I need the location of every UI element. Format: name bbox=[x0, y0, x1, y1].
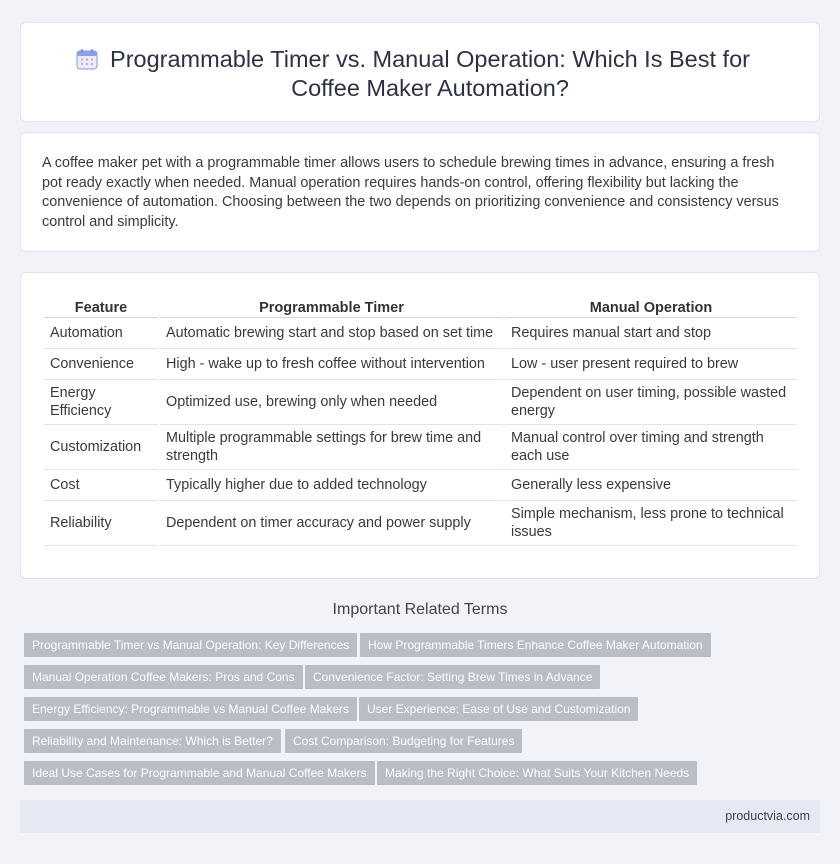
related-term-tag[interactable]: Ideal Use Cases for Programmable and Manual Coffee Makers bbox=[24, 761, 375, 785]
feature-cell: Automation bbox=[44, 318, 158, 349]
table-row bbox=[44, 470, 797, 501]
table-row bbox=[44, 349, 797, 380]
feature-cell: Reliability bbox=[44, 501, 158, 546]
comparison-table bbox=[42, 295, 799, 546]
related-term-tag[interactable]: Programmable Timer vs Manual Operation: Key Differences bbox=[24, 633, 357, 657]
related-terms-title: Important Related Terms bbox=[332, 601, 508, 618]
manual-cell: Generally less expensive bbox=[505, 470, 797, 501]
programmable-cell: Automatic brewing start and stop based on set time bbox=[160, 318, 503, 349]
feature-cell: Convenience bbox=[44, 349, 158, 380]
header-feature: Feature bbox=[44, 295, 158, 318]
programmable-cell: Typically higher due to added technology bbox=[160, 470, 503, 501]
table-row bbox=[44, 318, 797, 349]
page-title: Programmable Timer vs. Manual Operation: Which Is Best for Coffee Maker Automation? bbox=[110, 46, 750, 101]
programmable-cell: Multiple programmable settings for brew time and strength bbox=[160, 425, 503, 470]
manual-cell: Dependent on user timing, possible wasted energy bbox=[505, 380, 797, 425]
table-row bbox=[44, 425, 797, 470]
related-term-tag[interactable]: Reliability and Maintenance: Which is Better? bbox=[24, 729, 281, 753]
feature-cell: Cost bbox=[44, 470, 158, 501]
related-term-tag[interactable]: User Experience: Ease of Use and Customization bbox=[359, 697, 638, 721]
related-term-tag[interactable]: Convenience Factor: Setting Brew Times in Advance bbox=[305, 665, 600, 689]
related-term-tag[interactable]: How Programmable Timers Enhance Coffee Maker Automation bbox=[360, 633, 711, 657]
programmable-cell: Optimized use, brewing only when needed bbox=[160, 380, 503, 425]
header-programmable: Programmable Timer bbox=[160, 295, 503, 318]
feature-cell: Customization bbox=[44, 425, 158, 470]
manual-cell: Low - user present required to brew bbox=[505, 349, 797, 380]
table-row bbox=[44, 501, 797, 546]
footer bbox=[20, 800, 820, 833]
programmable-cell: Dependent on timer accuracy and power supply bbox=[160, 501, 503, 546]
manual-cell: Simple mechanism, less prone to technical issues bbox=[505, 501, 797, 546]
header-manual: Manual Operation bbox=[505, 295, 797, 318]
title-card bbox=[20, 22, 820, 122]
manual-cell: Requires manual start and stop bbox=[505, 318, 797, 349]
related-term-tag[interactable]: Manual Operation Coffee Makers: Pros and Cons bbox=[24, 665, 303, 689]
table-row bbox=[44, 380, 797, 425]
intro-paragraph: A coffee maker pet with a programmable timer allows users to schedule brewing times in advance, ensuring a fresh pot ready exactly when needed. Manual operation requires hands-on control, offering flexibility but lacking the convenience of automation. Choosing between the two depends on prioritizing convenience and consistency versus control and simplicity. bbox=[42, 155, 779, 230]
manual-cell: Manual control over timing and strength each use bbox=[505, 425, 797, 470]
programmable-cell: High - wake up to fresh coffee without intervention bbox=[160, 349, 503, 380]
related-term-tag[interactable]: Energy Efficiency: Programmable vs Manual Coffee Makers bbox=[24, 697, 357, 721]
comparison-card bbox=[20, 272, 820, 579]
related-term-tag[interactable]: Cost Comparison: Budgeting for Features bbox=[285, 729, 522, 753]
table-header-row bbox=[44, 295, 797, 318]
intro-card bbox=[20, 132, 820, 252]
feature-cell: Energy Efficiency bbox=[44, 380, 158, 425]
footer-site-link[interactable]: productvia.com bbox=[725, 809, 810, 823]
related-term-tag[interactable]: Making the Right Choice: What Suits Your Kitchen Needs bbox=[377, 761, 697, 785]
